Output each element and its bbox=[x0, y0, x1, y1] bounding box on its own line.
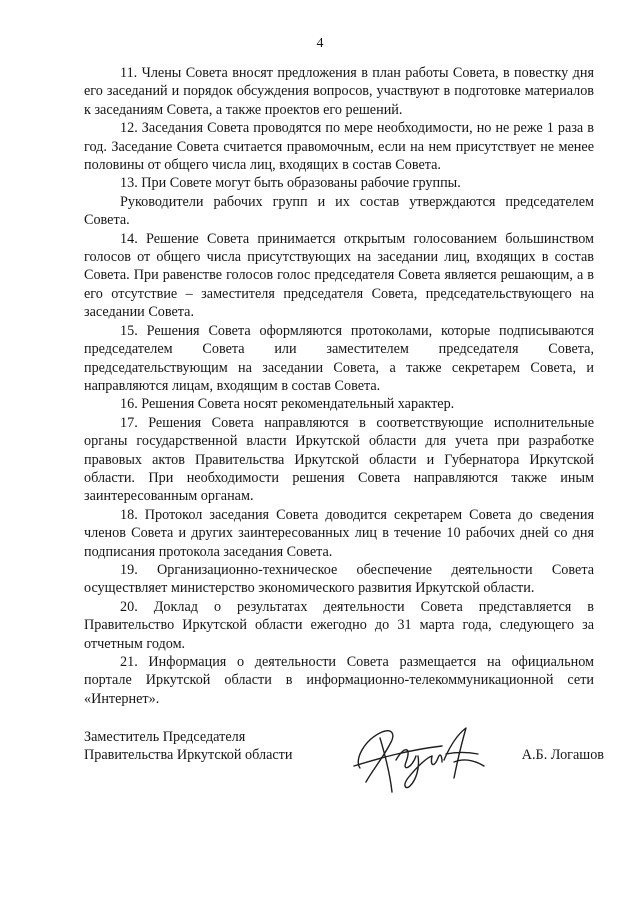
paragraph-21: 21. Информация о деятельности Совета размещается на официальном портале Иркутской области в информационно-телекоммуникационной сети «Интернет». bbox=[84, 654, 594, 707]
paragraph-18: 18. Протокол заседания Совета доводится секретарем Совета до сведения членов Совета и других заинтересованных лиц в течение 10 рабочих дней со дня подписания протокола заседания Совета. bbox=[84, 506, 594, 560]
document-body bbox=[84, 64, 594, 708]
paragraph-11: 11. Члены Совета вносят предложения в план работы Совета, в повестку дня его заседаний и порядок обсуждения вопросов, участвуют в подготовке материалов к заседаниям Совета, а также проектов его решений. bbox=[84, 65, 594, 118]
paragraph-13: 13. При Совете могут быть образованы рабочие группы. bbox=[120, 175, 461, 192]
signature-block bbox=[84, 728, 604, 798]
signatory-title-line-2: Правительства Иркутской области bbox=[84, 747, 293, 764]
paragraph-13-continued: Руководители рабочих групп и их состав утверждаются председателем Совета. bbox=[84, 193, 594, 229]
paragraph-20: 20. Доклад о результатах деятельности Совета представляется в Правительство Иркутской области ежегодно до 31 марта года, следующего за отчетным годом. bbox=[84, 598, 594, 652]
paragraph-15: 15. Решения Совета оформляются протоколами, которые подписываются председателем Совета или заместителем председателя Совета, председательствующим на заседании Совета, а также секретарем Совета, и направляются лицам, входящим в состав Совета. bbox=[84, 322, 594, 394]
paragraph-14: 14. Решение Совета принимается открытым голосованием большинством голосов от общего числа присутствующих на заседании лиц, входящих в состав Совета. При равенстве голосов голос председателя Совета является решающим, а в его отсутствие – заместителя председателя Совета, председательствующего на заседании Совета. bbox=[84, 230, 594, 321]
paragraph-19: 19. Организационно-техническое обеспечение деятельности Совета осуществляет министерство экономического развития Иркутской области. bbox=[84, 561, 594, 597]
paragraph-12: 12. Заседания Совета проводятся по мере необходимости, но не реже 1 раза в год. Заседание Совета считается правомочным, если на нем присутствует не менее половины от общего числа лиц, входящих в состав Совета. bbox=[84, 120, 594, 174]
paragraph-17: 17. Решения Совета направляются в соответствующие исполнительные органы государственной власти Иркутской области для учета при разработке правовых актов Правительства Иркутской области и Губернатора Иркутской области. При необходимости решения Совета направляются также иным заинтересованным органам. bbox=[84, 414, 594, 505]
paragraph-16: 16. Решения Совета носят рекомендательный характер. bbox=[120, 396, 455, 413]
signatory-title bbox=[84, 728, 292, 765]
signatory-title-line-1: Заместитель Председателя bbox=[84, 729, 246, 745]
page-number: 4 bbox=[316, 36, 324, 51]
signatory-name: А.Б. Логашов bbox=[521, 747, 604, 763]
handwritten-signature bbox=[346, 716, 496, 796]
